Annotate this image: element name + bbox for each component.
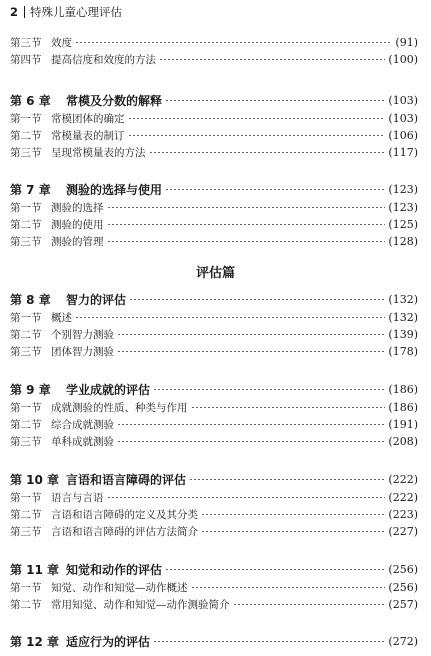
dot-leader [153,641,385,642]
section-number: 第二节 [10,328,42,341]
chapter-number: 第 8 章 [10,292,51,307]
page-reference: (227) [388,524,418,538]
page-number: 2 [10,5,19,19]
page-reference: (128) [388,234,418,248]
chapter-number: 第 9 章 [10,382,51,397]
section-title: 单科成就测验 [51,435,114,448]
toc-section-entry [10,143,418,161]
toc-chapter-entry [10,290,418,308]
page-reference: (106) [388,128,418,142]
section-title: 测验的使用 [51,218,104,231]
page-reference: (100) [388,52,418,66]
section-title: 常用知觉、动作和知觉—动作测验简介 [51,598,230,611]
chapter-number: 第 6 章 [10,93,51,108]
section-number: 第三节 [10,235,42,248]
dot-leader [117,424,385,425]
toc-section-entry [10,215,418,233]
dot-leader [191,587,386,588]
page-reference: (178) [388,344,418,358]
chapter-number: 第 7 章 [10,182,51,197]
chapter-number: 第 11 章 [10,562,60,577]
dot-leader [165,189,385,190]
toc-section-entry [10,522,418,540]
book-title: 特殊儿童心理评估 [30,5,123,19]
section-title: 语言与言语 [51,491,104,504]
section-title: 言语和语言障碍的定义及其分类 [51,508,198,521]
chapter-title: 适应行为的评估 [66,634,151,649]
chapter-number: 第 10 章 [10,472,60,487]
dot-leader [107,497,386,498]
dot-leader [159,59,385,60]
dot-leader [107,224,386,225]
section-title: 提高信度和效度的方法 [51,53,156,66]
page-reference: (223) [388,507,418,521]
part-title: 评估篇 [195,266,235,281]
page-reference: (139) [388,327,418,341]
toc-section-entry [10,325,418,343]
dot-leader [201,514,385,515]
toc-section-entry [10,595,418,613]
page-reference: (191) [388,417,418,431]
page-reference: (256) [388,580,418,594]
page-reference: (257) [388,597,418,611]
toc-chapter-entry [10,632,418,650]
chapter-number: 第 12 章 [10,634,60,649]
section-title: 常模量表的制订 [51,129,125,142]
dot-leader [117,334,385,335]
dot-leader [165,100,385,101]
toc-section-entry [10,308,418,326]
page-reference: (103) [388,111,418,125]
section-number: 第一节 [10,401,42,414]
toc-section-entry [10,198,418,216]
page-reference: (117) [388,145,418,159]
page-reference: (123) [388,200,418,214]
page-reference: (123) [388,182,418,196]
dot-leader [233,604,386,605]
page-reference: (222) [388,490,418,504]
section-number: 第三节 [10,525,42,538]
toc-section-entry [10,488,418,506]
section-number: 第三节 [10,435,42,448]
toc-section-entry [10,126,418,144]
dot-leader [191,407,386,408]
page-reference: (272) [388,634,418,648]
section-number: 第一节 [10,311,42,324]
section-title: 测验的管理 [51,235,104,248]
toc-section-entry [10,232,418,250]
section-number: 第二节 [10,218,42,231]
toc-chapter-entry [10,560,418,578]
chapter-title: 测验的选择与使用 [66,182,163,197]
toc-chapter-entry [10,470,418,488]
page-reference: (132) [388,292,418,306]
section-title: 知觉、动作和知觉—动作概述 [51,581,188,594]
section-number: 第三节 [10,146,42,159]
page-reference: (132) [388,310,418,324]
dot-leader [201,531,385,532]
running-header [10,2,122,22]
chapter-title: 智力的评估 [66,292,127,307]
dot-leader [129,299,385,300]
page-reference: (186) [388,382,418,396]
section-title: 成就测验的性质、种类与作用 [51,401,188,414]
dot-leader [75,317,385,318]
toc-chapter-entry [10,180,418,198]
dot-leader [107,207,386,208]
page-reference: (222) [388,472,418,486]
dot-leader [117,351,385,352]
chapter-title: 知觉和动作的评估 [66,562,163,577]
toc-chapter-entry [10,91,418,109]
section-title: 测验的选择 [51,201,104,214]
section-number: 第二节 [10,418,42,431]
page-reference: (208) [388,434,418,448]
page-reference: (186) [388,400,418,414]
section-title: 团体智力测验 [51,345,114,358]
section-number: 第二节 [10,598,42,611]
section-title: 综合成就测验 [51,418,114,431]
section-title: 个别智力测验 [51,328,114,341]
section-title: 言语和语言障碍的评估方法简介 [51,525,198,538]
dot-leader [165,569,385,570]
section-number: 第三节 [10,36,42,49]
page-reference: (103) [388,93,418,107]
toc-section-entry [10,109,418,127]
dot-leader [153,389,385,390]
chapter-title: 言语和语言障碍的评估 [66,472,187,487]
section-title: 常模团体的确定 [51,112,125,125]
section-title: 呈现常模量表的方法 [51,146,146,159]
header-divider [24,6,25,18]
dot-leader [117,441,385,442]
section-number: 第一节 [10,201,42,214]
dot-leader [189,479,385,480]
section-number: 第二节 [10,129,42,142]
page-reference: (125) [388,217,418,231]
toc-section-entry [10,33,418,51]
toc-section-entry [10,505,418,523]
chapter-title: 学业成就的评估 [66,382,151,397]
chapter-title: 常模及分数的解释 [66,93,163,108]
toc-section-entry [10,415,418,433]
section-title: 效度 [51,36,72,49]
toc-chapter-entry [10,380,418,398]
toc-section-entry [10,342,418,360]
toc-section-entry [10,398,418,416]
page-reference: (256) [388,562,418,576]
toc-section-entry [10,578,418,596]
dot-leader [75,42,392,43]
page-reference: (91) [395,35,418,49]
toc-section-entry [10,432,418,450]
dot-leader [149,152,386,153]
section-title: 概述 [51,311,72,324]
dot-leader [107,241,386,242]
section-number: 第一节 [10,581,42,594]
dot-leader [128,118,386,119]
section-number: 第一节 [10,112,42,125]
section-number: 第二节 [10,508,42,521]
section-number: 第一节 [10,491,42,504]
toc-section-entry [10,50,418,68]
section-number: 第三节 [10,345,42,358]
section-number: 第四节 [10,53,42,66]
dot-leader [128,135,386,136]
